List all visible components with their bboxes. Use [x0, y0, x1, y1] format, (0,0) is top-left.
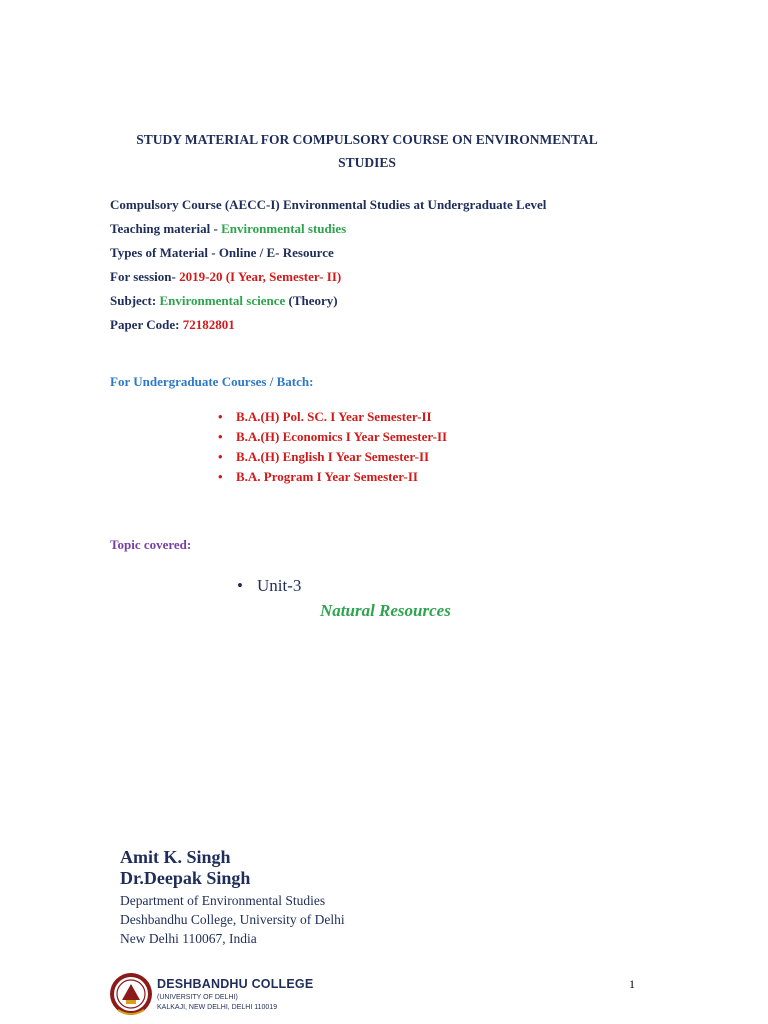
subject-value: Environmental science [159, 293, 286, 308]
batch-heading: For Undergraduate Courses / Batch: [110, 374, 314, 389]
bullet-icon: • [218, 469, 223, 484]
subject-suffix: (Theory) [288, 293, 338, 308]
paper-code-value: 72182801 [182, 317, 235, 332]
footer-address: KALKAJI, NEW DELHI, DELHI 110019 [157, 1004, 278, 1011]
unit-line [237, 576, 301, 596]
batch-item-label: B.A.(H) Economics I Year Semester-II [236, 429, 448, 444]
batch-item-label: B.A. Program I Year Semester-II [236, 469, 418, 484]
author-college: Deshbandhu College, University of Delhi [120, 912, 345, 927]
session-label: For session [110, 269, 172, 284]
unit-label: Unit-3 [257, 576, 302, 595]
teaching-material-value: Environmental studies [221, 221, 347, 236]
author-name-2: Dr.Deepak Singh [120, 868, 251, 888]
teaching-material-sep: - [210, 221, 222, 236]
session-line [110, 269, 341, 285]
page-number: 1 [629, 977, 635, 991]
author-address: New Delhi 110067, India [120, 931, 257, 946]
subject-label: Subject: [110, 293, 157, 308]
unit-topic-title: Natural Resources [320, 601, 451, 620]
material-type-sep: - [207, 245, 219, 260]
title-line-1: STUDY MATERIAL FOR COMPULSORY COURSE ON ENVIRONMENTAL [136, 132, 598, 147]
author-department: Department of Environmental Studies [120, 893, 326, 908]
subject-line [110, 293, 338, 309]
list-item [218, 407, 447, 427]
bullet-icon: • [218, 409, 223, 424]
batch-list [218, 407, 447, 487]
bullet-icon: • [237, 576, 243, 595]
paper-code-label: Paper Code: [110, 317, 180, 332]
batch-item-label: B.A.(H) English I Year Semester-II [236, 449, 430, 464]
teaching-material-label: Teaching material [110, 221, 211, 236]
document-title [0, 128, 734, 174]
material-type-value: Online / E- Resource [218, 245, 334, 260]
list-item [218, 427, 447, 447]
college-emblem-icon [108, 970, 154, 1020]
material-type-label: Types of Material [110, 245, 208, 260]
list-item [218, 467, 447, 487]
material-type-line [110, 245, 334, 261]
footer-university: (UNIVERSITY OF DELHI) [157, 994, 238, 1001]
session-value: 2019-20 (I Year, Semester- II) [179, 269, 342, 284]
batch-item-label: B.A.(H) Pol. SC. I Year Semester-II [236, 409, 432, 424]
course-line: Compulsory Course (AECC-I) Environmental Studies at Undergraduate Level [110, 197, 547, 212]
bullet-icon: • [218, 429, 223, 444]
paper-code-line [110, 317, 235, 333]
session-sep: - [171, 269, 180, 284]
author-name-1: Amit K. Singh [120, 847, 231, 867]
teaching-material-line [110, 221, 346, 237]
topic-heading: Topic covered: [110, 537, 192, 552]
title-line-2: STUDIES [338, 155, 396, 170]
footer-college-name: DESHBANDHU COLLEGE [157, 977, 314, 991]
list-item [218, 447, 447, 467]
bullet-icon: • [218, 449, 223, 464]
